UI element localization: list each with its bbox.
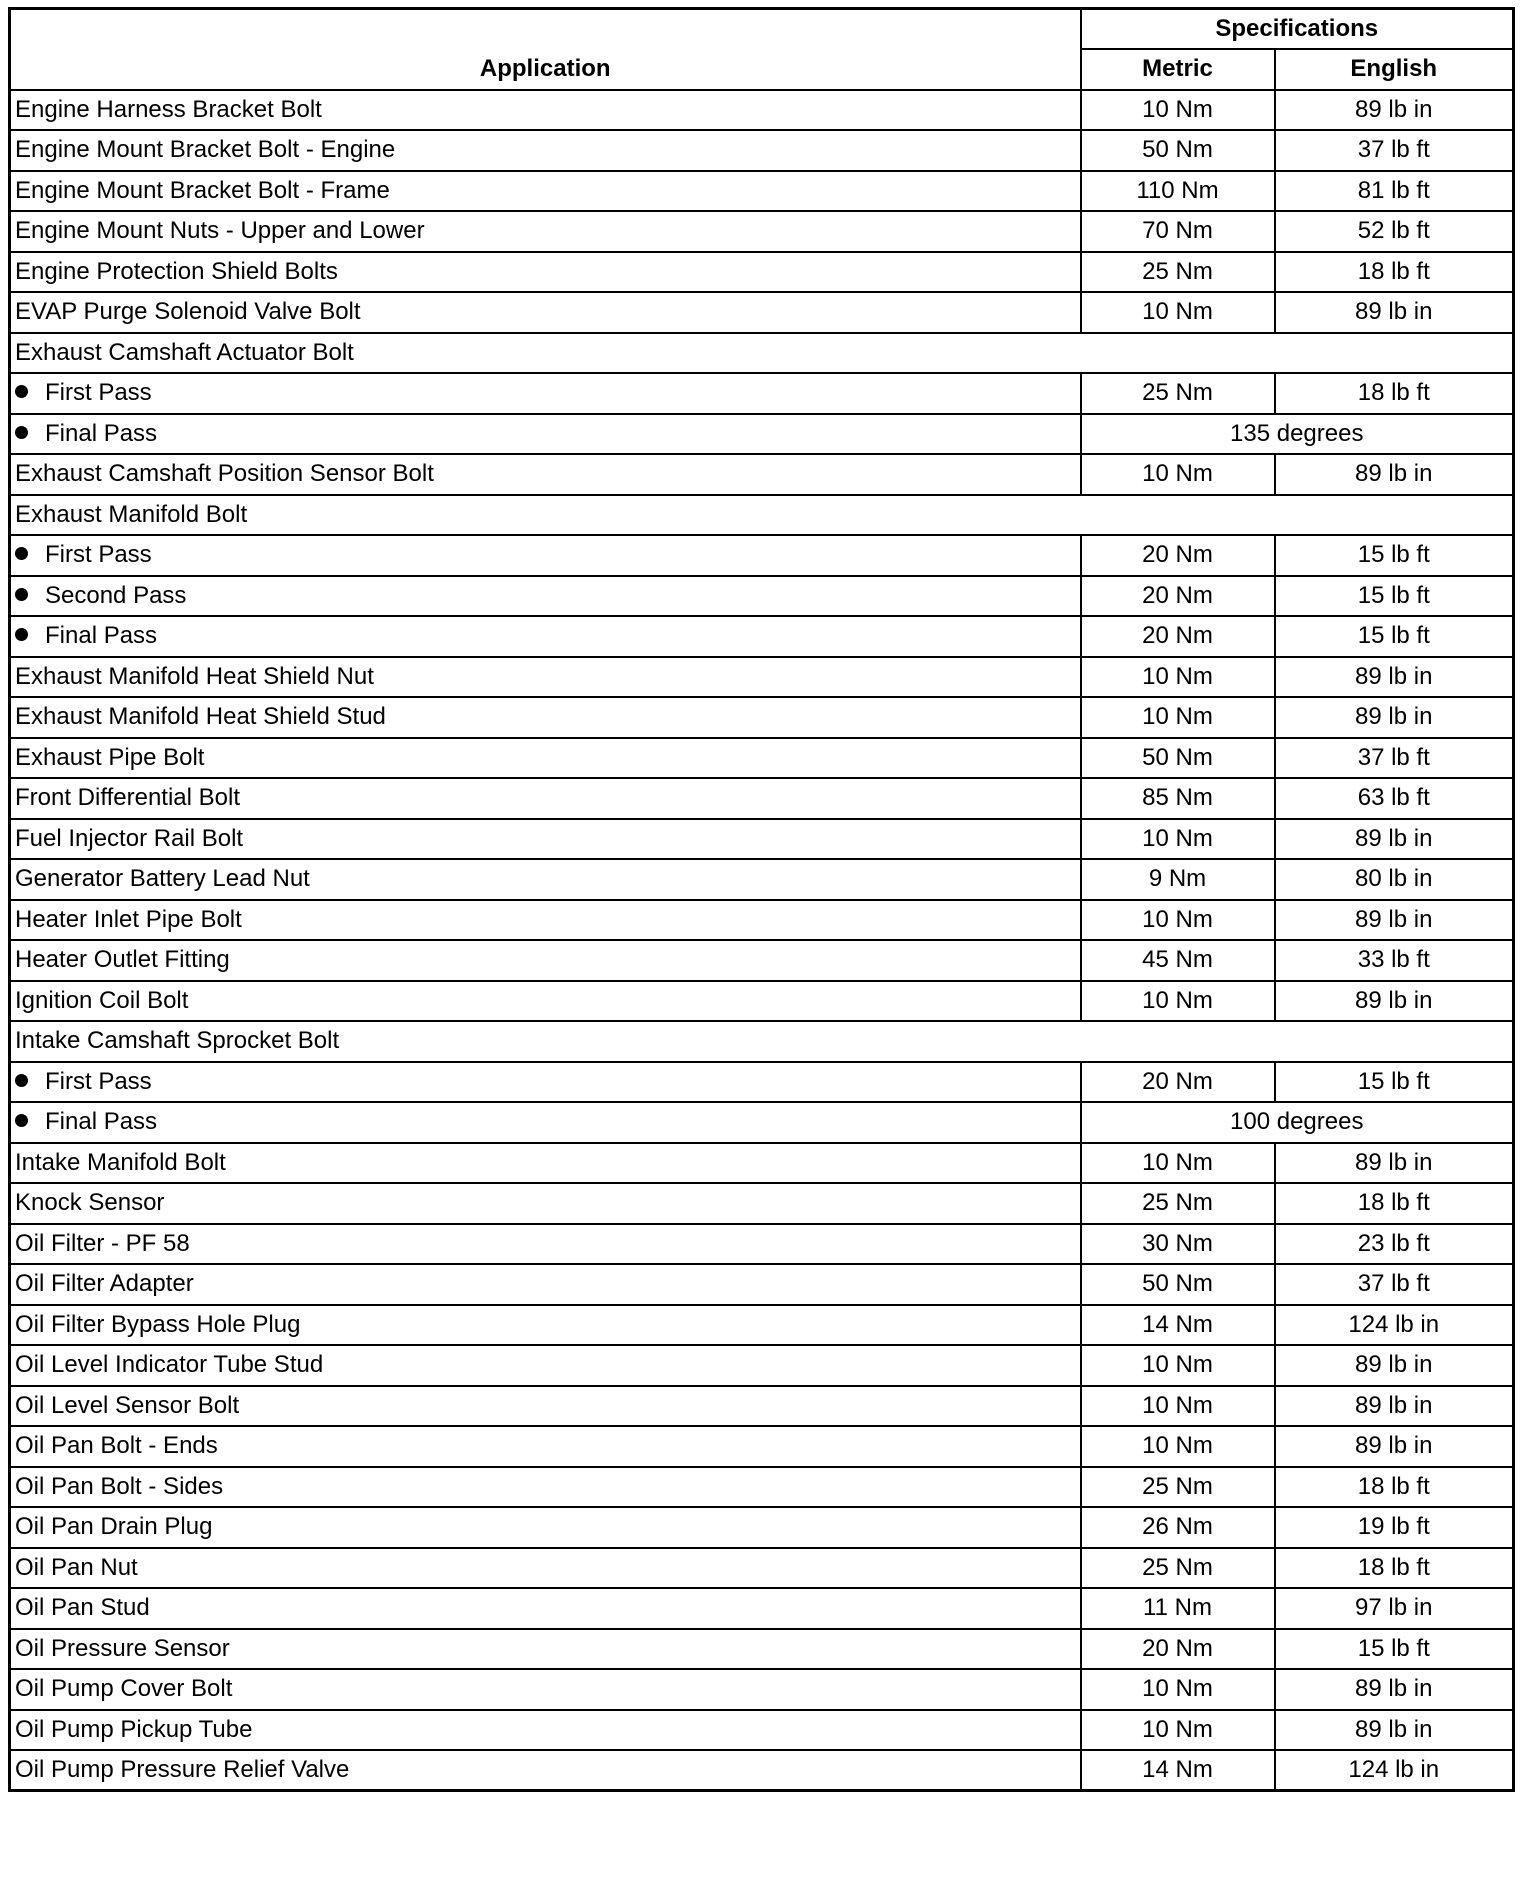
- metric-cell: 25 Nm: [1081, 373, 1275, 414]
- metric-cell: 25 Nm: [1081, 1183, 1275, 1224]
- application-cell: [10, 1102, 1081, 1143]
- english-cell: 124 lb in: [1275, 1305, 1514, 1346]
- metric-cell: 10 Nm: [1081, 697, 1275, 738]
- application-label: Second Pass: [45, 581, 187, 609]
- english-cell: 15 lb ft: [1275, 1062, 1514, 1103]
- table-row: [10, 1102, 1514, 1143]
- application-cell: Intake Camshaft Sprocket Bolt: [10, 1021, 1514, 1062]
- table-body: [10, 90, 1514, 1791]
- english-cell: 89 lb in: [1275, 981, 1514, 1022]
- metric-cell: 10 Nm: [1081, 292, 1275, 333]
- bullet-icon: [15, 385, 28, 398]
- english-cell: 37 lb ft: [1275, 1264, 1514, 1305]
- table-row: [10, 1345, 1514, 1386]
- english-cell: 89 lb in: [1275, 697, 1514, 738]
- application-cell: Oil Pressure Sensor: [10, 1629, 1081, 1670]
- metric-cell: 10 Nm: [1081, 981, 1275, 1022]
- metric-cell: 9 Nm: [1081, 859, 1275, 900]
- application-cell: Intake Manifold Bolt: [10, 1143, 1081, 1184]
- torque-spec-table: [8, 7, 1515, 1792]
- metric-cell: 10 Nm: [1081, 900, 1275, 941]
- table-row: [10, 130, 1514, 171]
- english-cell: 80 lb in: [1275, 859, 1514, 900]
- metric-cell: 45 Nm: [1081, 940, 1275, 981]
- table-row: [10, 1062, 1514, 1103]
- english-cell: 89 lb in: [1275, 819, 1514, 860]
- application-cell: Oil Pump Pressure Relief Valve: [10, 1750, 1081, 1791]
- application-cell: Oil Pump Pickup Tube: [10, 1710, 1081, 1751]
- metric-cell: 70 Nm: [1081, 211, 1275, 252]
- application-cell: Exhaust Camshaft Position Sensor Bolt: [10, 454, 1081, 495]
- english-cell: 81 lb ft: [1275, 171, 1514, 212]
- metric-cell: 10 Nm: [1081, 1426, 1275, 1467]
- application-header: Application: [10, 9, 1081, 90]
- application-label: Final Pass: [45, 1108, 158, 1136]
- english-cell: 18 lb ft: [1275, 252, 1514, 293]
- metric-cell: 10 Nm: [1081, 1710, 1275, 1751]
- application-label: First Pass: [45, 379, 152, 407]
- metric-cell: 25 Nm: [1081, 1467, 1275, 1508]
- metric-cell: 26 Nm: [1081, 1507, 1275, 1548]
- table-row: [10, 900, 1514, 941]
- metric-cell: 14 Nm: [1081, 1305, 1275, 1346]
- english-cell: 89 lb in: [1275, 454, 1514, 495]
- english-cell: 89 lb in: [1275, 657, 1514, 698]
- bullet-icon: [15, 1074, 28, 1087]
- english-cell: 37 lb ft: [1275, 738, 1514, 779]
- english-cell: 89 lb in: [1275, 292, 1514, 333]
- english-cell: 89 lb in: [1275, 1386, 1514, 1427]
- application-cell: Oil Pump Cover Bolt: [10, 1669, 1081, 1710]
- application-cell: Oil Level Sensor Bolt: [10, 1386, 1081, 1427]
- table-row: [10, 171, 1514, 212]
- english-cell: 89 lb in: [1275, 1426, 1514, 1467]
- table-row: [10, 1386, 1514, 1427]
- english-cell: 15 lb ft: [1275, 535, 1514, 576]
- metric-header: Metric: [1081, 49, 1275, 90]
- application-cell: Exhaust Manifold Bolt: [10, 495, 1514, 536]
- metric-cell: 20 Nm: [1081, 1062, 1275, 1103]
- application-cell: Exhaust Manifold Heat Shield Stud: [10, 697, 1081, 738]
- english-cell: 18 lb ft: [1275, 373, 1514, 414]
- application-cell: Heater Outlet Fitting: [10, 940, 1081, 981]
- english-cell: 15 lb ft: [1275, 1629, 1514, 1670]
- metric-cell: 10 Nm: [1081, 657, 1275, 698]
- english-cell: 18 lb ft: [1275, 1467, 1514, 1508]
- metric-cell: 20 Nm: [1081, 1629, 1275, 1670]
- application-cell: Engine Mount Bracket Bolt - Engine: [10, 130, 1081, 171]
- table-row: [10, 1305, 1514, 1346]
- application-cell: Oil Filter - PF 58: [10, 1224, 1081, 1265]
- table-row: [10, 778, 1514, 819]
- table-row: [10, 1750, 1514, 1791]
- table-row: [10, 981, 1514, 1022]
- application-cell: Ignition Coil Bolt: [10, 981, 1081, 1022]
- application-cell: Exhaust Manifold Heat Shield Nut: [10, 657, 1081, 698]
- table-row: [10, 211, 1514, 252]
- english-cell: 89 lb in: [1275, 90, 1514, 131]
- table-row: [10, 576, 1514, 617]
- application-cell: Engine Protection Shield Bolts: [10, 252, 1081, 293]
- bullet-icon: [15, 547, 28, 560]
- application-cell: Oil Pan Bolt - Sides: [10, 1467, 1081, 1508]
- application-cell: Fuel Injector Rail Bolt: [10, 819, 1081, 860]
- application-cell: Exhaust Pipe Bolt: [10, 738, 1081, 779]
- english-cell: 15 lb ft: [1275, 616, 1514, 657]
- table-row: [10, 495, 1514, 536]
- table-row: [10, 1224, 1514, 1265]
- english-cell: 89 lb in: [1275, 900, 1514, 941]
- table-row: [10, 1629, 1514, 1670]
- table-row: [10, 1588, 1514, 1629]
- application-cell: Engine Mount Bracket Bolt - Frame: [10, 171, 1081, 212]
- table-row: [10, 535, 1514, 576]
- english-cell: 89 lb in: [1275, 1710, 1514, 1751]
- spec-merged-cell: 100 degrees: [1081, 1102, 1514, 1143]
- application-cell: [10, 1062, 1081, 1103]
- metric-cell: 11 Nm: [1081, 1588, 1275, 1629]
- english-cell: 15 lb ft: [1275, 576, 1514, 617]
- metric-cell: 10 Nm: [1081, 1345, 1275, 1386]
- english-cell: 97 lb in: [1275, 1588, 1514, 1629]
- table-row: [10, 697, 1514, 738]
- metric-cell: 50 Nm: [1081, 130, 1275, 171]
- spec-merged-cell: 135 degrees: [1081, 414, 1514, 455]
- application-label: Final Pass: [45, 419, 158, 447]
- metric-cell: 85 Nm: [1081, 778, 1275, 819]
- table-row: [10, 292, 1514, 333]
- metric-cell: 10 Nm: [1081, 819, 1275, 860]
- english-header: English: [1275, 49, 1514, 90]
- table-row: [10, 1264, 1514, 1305]
- table-row: [10, 1710, 1514, 1751]
- application-cell: Oil Pan Nut: [10, 1548, 1081, 1589]
- metric-cell: 10 Nm: [1081, 1386, 1275, 1427]
- application-label: First Pass: [45, 541, 152, 569]
- table-row: [10, 414, 1514, 455]
- table-row: [10, 333, 1514, 374]
- english-cell: 89 lb in: [1275, 1345, 1514, 1386]
- table-row: [10, 657, 1514, 698]
- metric-cell: 10 Nm: [1081, 454, 1275, 495]
- metric-cell: 10 Nm: [1081, 1143, 1275, 1184]
- table-row: [10, 616, 1514, 657]
- table-row: [10, 1021, 1514, 1062]
- metric-cell: 110 Nm: [1081, 171, 1275, 212]
- metric-cell: 50 Nm: [1081, 738, 1275, 779]
- table-row: [10, 1426, 1514, 1467]
- english-cell: 37 lb ft: [1275, 130, 1514, 171]
- application-cell: Oil Pan Drain Plug: [10, 1507, 1081, 1548]
- english-cell: 19 lb ft: [1275, 1507, 1514, 1548]
- table-row: [10, 819, 1514, 860]
- bullet-icon: [15, 426, 28, 439]
- metric-cell: 10 Nm: [1081, 90, 1275, 131]
- application-cell: Engine Harness Bracket Bolt: [10, 90, 1081, 131]
- metric-cell: 50 Nm: [1081, 1264, 1275, 1305]
- table-row: [10, 1467, 1514, 1508]
- application-cell: [10, 616, 1081, 657]
- table-row: [10, 1143, 1514, 1184]
- application-cell: EVAP Purge Solenoid Valve Bolt: [10, 292, 1081, 333]
- application-cell: Heater Inlet Pipe Bolt: [10, 900, 1081, 941]
- application-label: First Pass: [45, 1067, 152, 1095]
- english-cell: 124 lb in: [1275, 1750, 1514, 1791]
- metric-cell: 20 Nm: [1081, 535, 1275, 576]
- application-cell: Exhaust Camshaft Actuator Bolt: [10, 333, 1514, 374]
- metric-cell: 14 Nm: [1081, 1750, 1275, 1791]
- application-cell: Oil Pan Bolt - Ends: [10, 1426, 1081, 1467]
- table-row: [10, 1507, 1514, 1548]
- english-cell: 23 lb ft: [1275, 1224, 1514, 1265]
- table-row: [10, 940, 1514, 981]
- application-cell: Oil Level Indicator Tube Stud: [10, 1345, 1081, 1386]
- application-cell: Oil Pan Stud: [10, 1588, 1081, 1629]
- table-header: [10, 9, 1514, 90]
- application-cell: [10, 576, 1081, 617]
- specifications-header: Specifications: [1081, 9, 1514, 50]
- metric-cell: 25 Nm: [1081, 1548, 1275, 1589]
- table-row: [10, 1548, 1514, 1589]
- metric-cell: 20 Nm: [1081, 576, 1275, 617]
- application-cell: [10, 373, 1081, 414]
- table-row: [10, 1183, 1514, 1224]
- metric-cell: 30 Nm: [1081, 1224, 1275, 1265]
- application-cell: Front Differential Bolt: [10, 778, 1081, 819]
- bullet-icon: [15, 1114, 28, 1127]
- application-cell: Oil Filter Adapter: [10, 1264, 1081, 1305]
- bullet-icon: [15, 588, 28, 601]
- table-row: [10, 90, 1514, 131]
- table-row: [10, 252, 1514, 293]
- application-cell: Knock Sensor: [10, 1183, 1081, 1224]
- table-row: [10, 454, 1514, 495]
- table-row: [10, 738, 1514, 779]
- english-cell: 18 lb ft: [1275, 1548, 1514, 1589]
- metric-cell: 25 Nm: [1081, 252, 1275, 293]
- english-cell: 52 lb ft: [1275, 211, 1514, 252]
- table-row: [10, 373, 1514, 414]
- bullet-icon: [15, 628, 28, 641]
- table-row: [10, 859, 1514, 900]
- application-cell: [10, 535, 1081, 576]
- english-cell: 18 lb ft: [1275, 1183, 1514, 1224]
- application-label: Final Pass: [45, 622, 158, 650]
- english-cell: 33 lb ft: [1275, 940, 1514, 981]
- metric-cell: 20 Nm: [1081, 616, 1275, 657]
- application-cell: Oil Filter Bypass Hole Plug: [10, 1305, 1081, 1346]
- english-cell: 63 lb ft: [1275, 778, 1514, 819]
- application-cell: Engine Mount Nuts - Upper and Lower: [10, 211, 1081, 252]
- english-cell: 89 lb in: [1275, 1143, 1514, 1184]
- english-cell: 89 lb in: [1275, 1669, 1514, 1710]
- application-cell: Generator Battery Lead Nut: [10, 859, 1081, 900]
- table-row: [10, 1669, 1514, 1710]
- application-cell: [10, 414, 1081, 455]
- metric-cell: 10 Nm: [1081, 1669, 1275, 1710]
